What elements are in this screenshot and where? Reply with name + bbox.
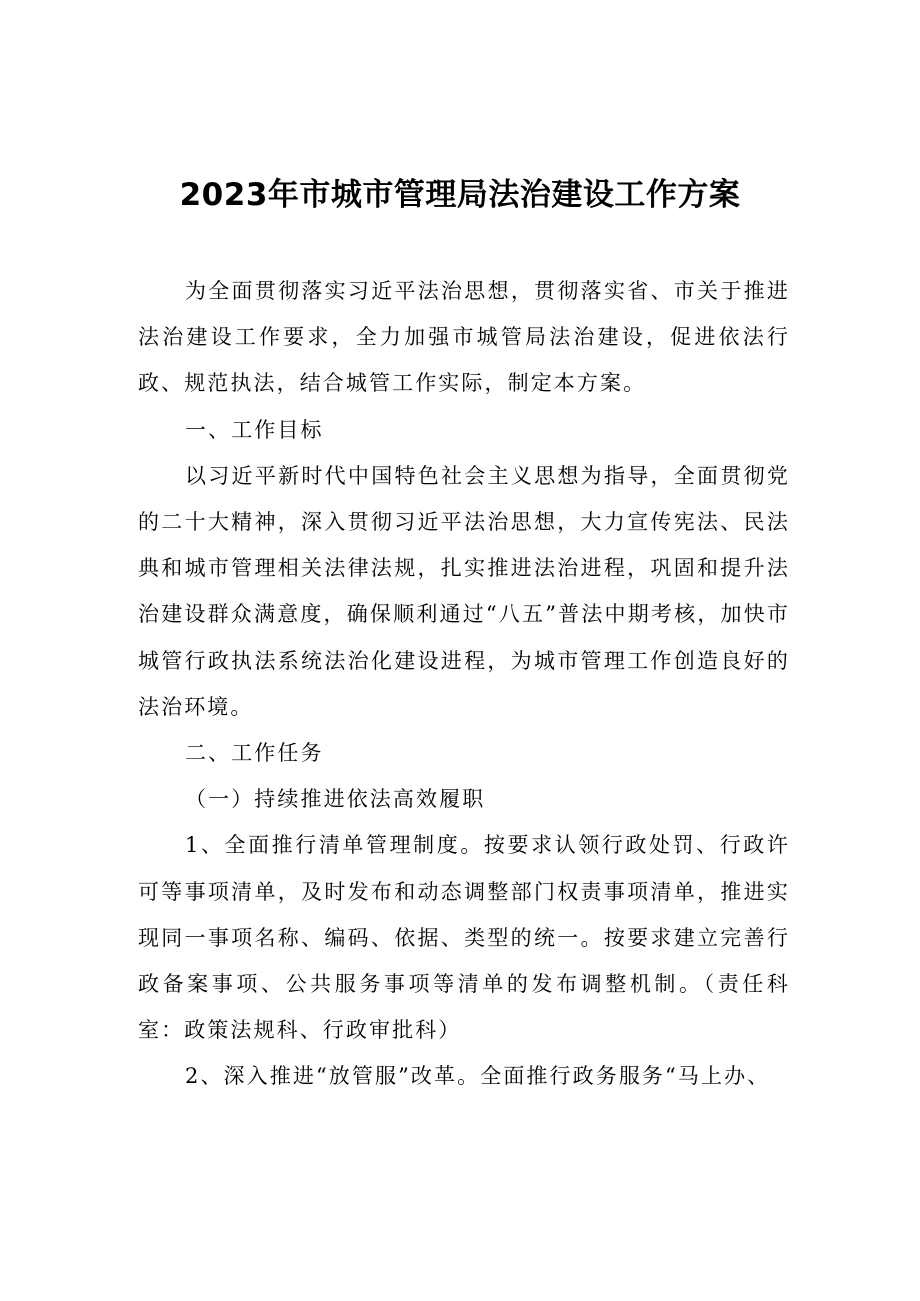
- document-body: [138, 268, 790, 1100]
- heading-work-goals: 一、工作目标: [185, 417, 324, 442]
- paragraph-task-2: 2、深入推进“放管服”改革。全面推行政务服务“马上办、: [185, 1064, 771, 1089]
- paragraph-intro: 为全面贯彻落实习近平法治思想，贯彻落实省、市关于推进法治建设工作要求，全力加强市城管局法治建设，促进依法行政、规范执法，结合城管工作实际，制定本方案。: [138, 279, 790, 396]
- subheading-lawful-duty: （一）持续推进依法高效履职: [185, 787, 486, 812]
- document-title: 2023年市城市管理局法治建设工作方案: [179, 177, 741, 213]
- paragraph-task-1: 1、全面推行清单管理制度。按要求认领行政处罚、行政许可等事项清单，及时发布和动态调整部门权责事项清单，推进实现同一事项名称、编码、依据、类型的统一。按要求建立完善行政备案事项、公共服务事项等清单的发布调整机制。（责任科室：政策法规科、行政审批科）: [138, 833, 790, 1043]
- paragraph-goals: 以习近平新时代中国特色社会主义思想为指导，全面贯彻党的二十大精神，深入贯彻习近平法治思想，大力宣传宪法、民法典和城市管理相关法律法规，扎实推进法治进程，巩固和提升法治建设群众满意度，确保顺利通过“八五”普法中期考核，加快市城管行政执法系统法治化建设进程，为城市管理工作创造良好的法治环境。: [138, 463, 790, 719]
- heading-work-tasks: 二、工作任务: [185, 741, 324, 766]
